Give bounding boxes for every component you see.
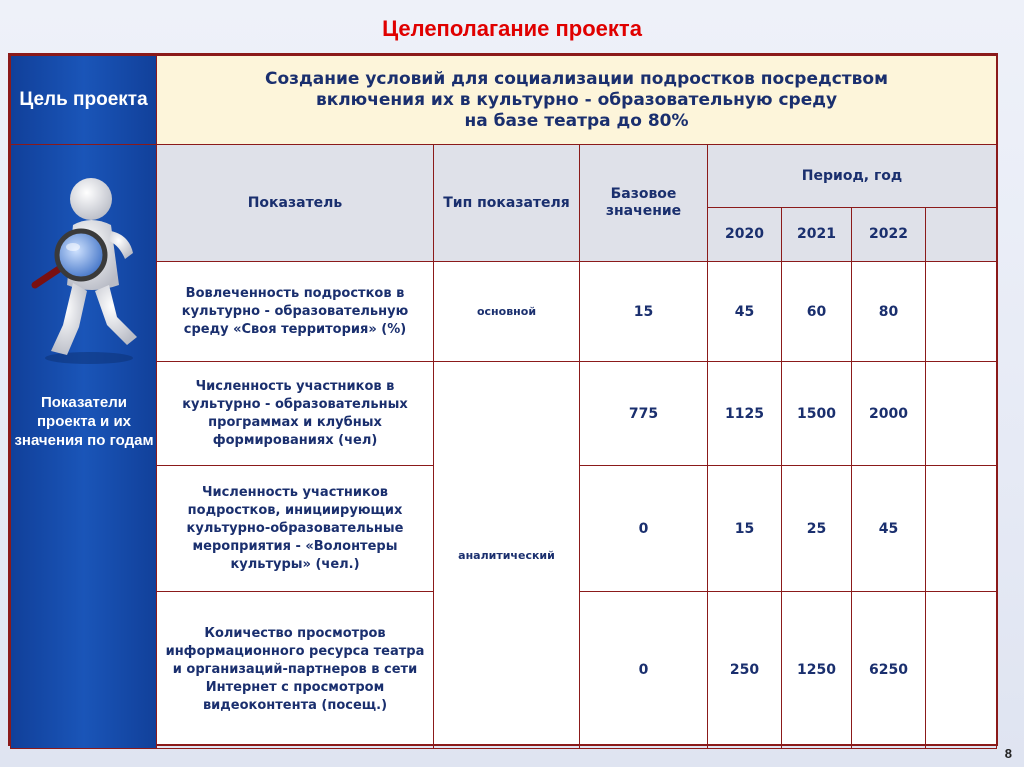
goal-text <box>157 56 997 145</box>
goal-text-line: на базе театра до 80% <box>464 110 689 131</box>
page-number: 8 <box>1004 746 1012 761</box>
col-header-year: 2021 <box>782 208 852 262</box>
value-cell: 6250 <box>852 592 926 749</box>
col-header-year: 2020 <box>708 208 782 262</box>
blank-cell <box>926 466 997 592</box>
value-cell: 60 <box>782 262 852 362</box>
goal-text-line: включения их в культурно - образовательную среду <box>315 89 838 110</box>
base-value-cell: 775 <box>580 362 708 466</box>
base-value-cell: 0 <box>580 592 708 749</box>
page-title: Целеполагание проекта <box>382 16 642 41</box>
table-row <box>11 262 997 362</box>
type-cell: аналитический <box>434 362 580 749</box>
col-header-type: Тип показателя <box>434 145 580 262</box>
base-value-cell: 15 <box>580 262 708 362</box>
indicator-cell: Количество просмотров информационного ресурса театра и организаций-партнеров в сети Интернет с просмотром видеоконтента (посещ.) <box>157 592 434 749</box>
indicator-cell: Вовлеченность подростков в культурно - образовательную среду «Своя территория» (%) <box>157 262 434 362</box>
blank-cell <box>926 262 997 362</box>
col-header-blank <box>926 208 997 262</box>
indicators-section <box>11 145 157 749</box>
indicator-cell: Численность участников подростков, инициирующих культурно-образовательные мероприятия - «Волонтеры культуры» (чел.) <box>157 466 434 592</box>
value-cell: 45 <box>852 466 926 592</box>
value-cell: 45 <box>708 262 782 362</box>
goal-row <box>11 56 997 145</box>
col-header-period: Период, год <box>708 145 997 208</box>
figure-with-magnifier-icon <box>29 175 149 365</box>
goal-text-line: Создание условий для социализации подростков посредством <box>265 68 888 89</box>
type-cell: основной <box>434 262 580 362</box>
indicators-section-label: Показатели проекта и их значения по годам <box>14 394 154 449</box>
base-value-cell: 0 <box>580 466 708 592</box>
goal-label: Цель проекта <box>11 56 157 145</box>
value-cell: 1125 <box>708 362 782 466</box>
blank-cell <box>926 362 997 466</box>
value-cell: 2000 <box>852 362 926 466</box>
table-row <box>11 362 997 466</box>
col-header-base: Базовое значение <box>580 145 708 262</box>
blank-cell <box>926 592 997 749</box>
value-cell: 250 <box>708 592 782 749</box>
value-cell: 25 <box>782 466 852 592</box>
col-header-year: 2022 <box>852 208 926 262</box>
goal-indicators-table <box>10 55 997 749</box>
value-cell: 1250 <box>782 592 852 749</box>
col-header-indicator: Показатель <box>157 145 434 262</box>
header-row <box>11 145 997 208</box>
value-cell: 1500 <box>782 362 852 466</box>
indicator-cell: Численность участников в культурно - образовательных программах и клубных формированиях (чел) <box>157 362 434 466</box>
value-cell: 80 <box>852 262 926 362</box>
value-cell: 15 <box>708 466 782 592</box>
